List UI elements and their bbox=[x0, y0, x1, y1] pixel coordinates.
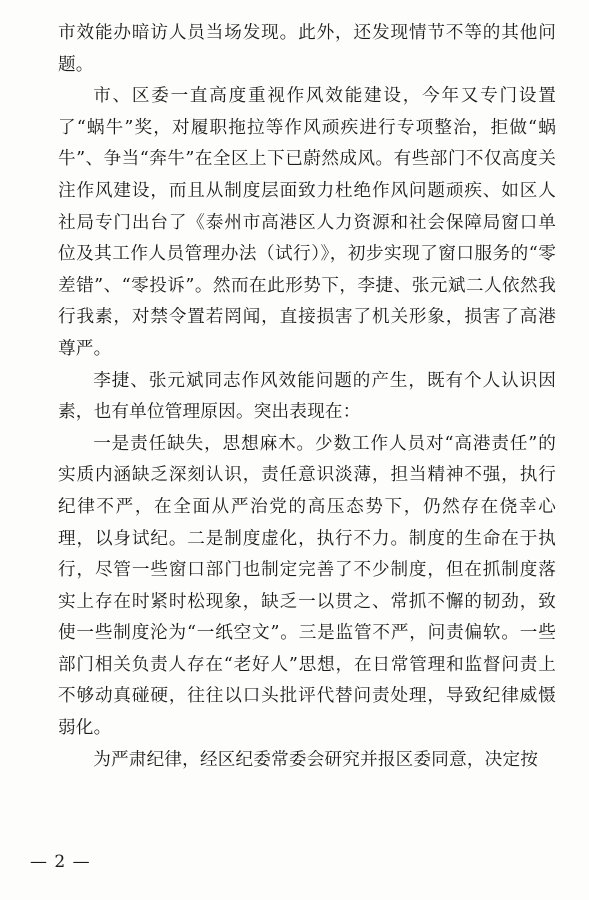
paragraph-style-construction: 市、区委一直高度重视作风效能建设，今年又专门设置了“蜗牛”奖，对履职拖拉等作风顽疾进行专项整治，拒做“蜗牛”、争当“奔牛”在全区上下已蔚然成风。有些部门不仅高度关注作风建设，而且从制度层面致力杜绝作风问题顽疾、如区人社局专门出台了《泰州市高港区人力资源和社会保障局窗口单位及其工作人员管理办法（试行）》，初步实现了窗口服务的“零差错”、“零投诉”。然而在此形势下，李捷、张元斌二人依然我行我素，对禁令置若罔闻，直接损害了机关形象，损害了高港尊严。 bbox=[58, 86, 556, 359]
page-number: — 2 — bbox=[30, 852, 91, 872]
paragraph-causes-intro: 李捷、张元斌同志作风效能问题的产生，既有个人认识因素，也有单位管理原因。突出表现在： bbox=[58, 370, 556, 423]
document-body bbox=[58, 18, 556, 776]
paragraph-continued: 市效能办暗访人员当场发现。此外，还发现情节不等的其他问题。 bbox=[58, 23, 556, 75]
paragraph-decision: 为严肃纪律，经区纪委常委会研究并报区委同意，决定按 bbox=[93, 749, 539, 770]
paragraph-causes-detail: 一是责任缺失，思想麻木。少数工作人员对“高港责任”的实质内涵缺乏深刻认识，责任意识淡薄，担当精神不强，执行纪律不严，在全面从严治党的高压态势下，仍然存在侥幸心理，以身试纪。二是制度虚化，执行不力。制度的生命在于执行，尽管一些窗口部门也制定完善了不少制度，但在抓制度落实上存在时紧时松现象，缺乏一以贯之、常抓不懈的韧劲，致使一些制度沦为“一纸空文”。三是监管不严，问责偏软。一些部门相关负责人存在“老好人”思想，在日常管理和监督问责上不够动真碰硬，往往以口头批评代替问责处理，导致纪律威慑弱化。 bbox=[58, 433, 556, 739]
